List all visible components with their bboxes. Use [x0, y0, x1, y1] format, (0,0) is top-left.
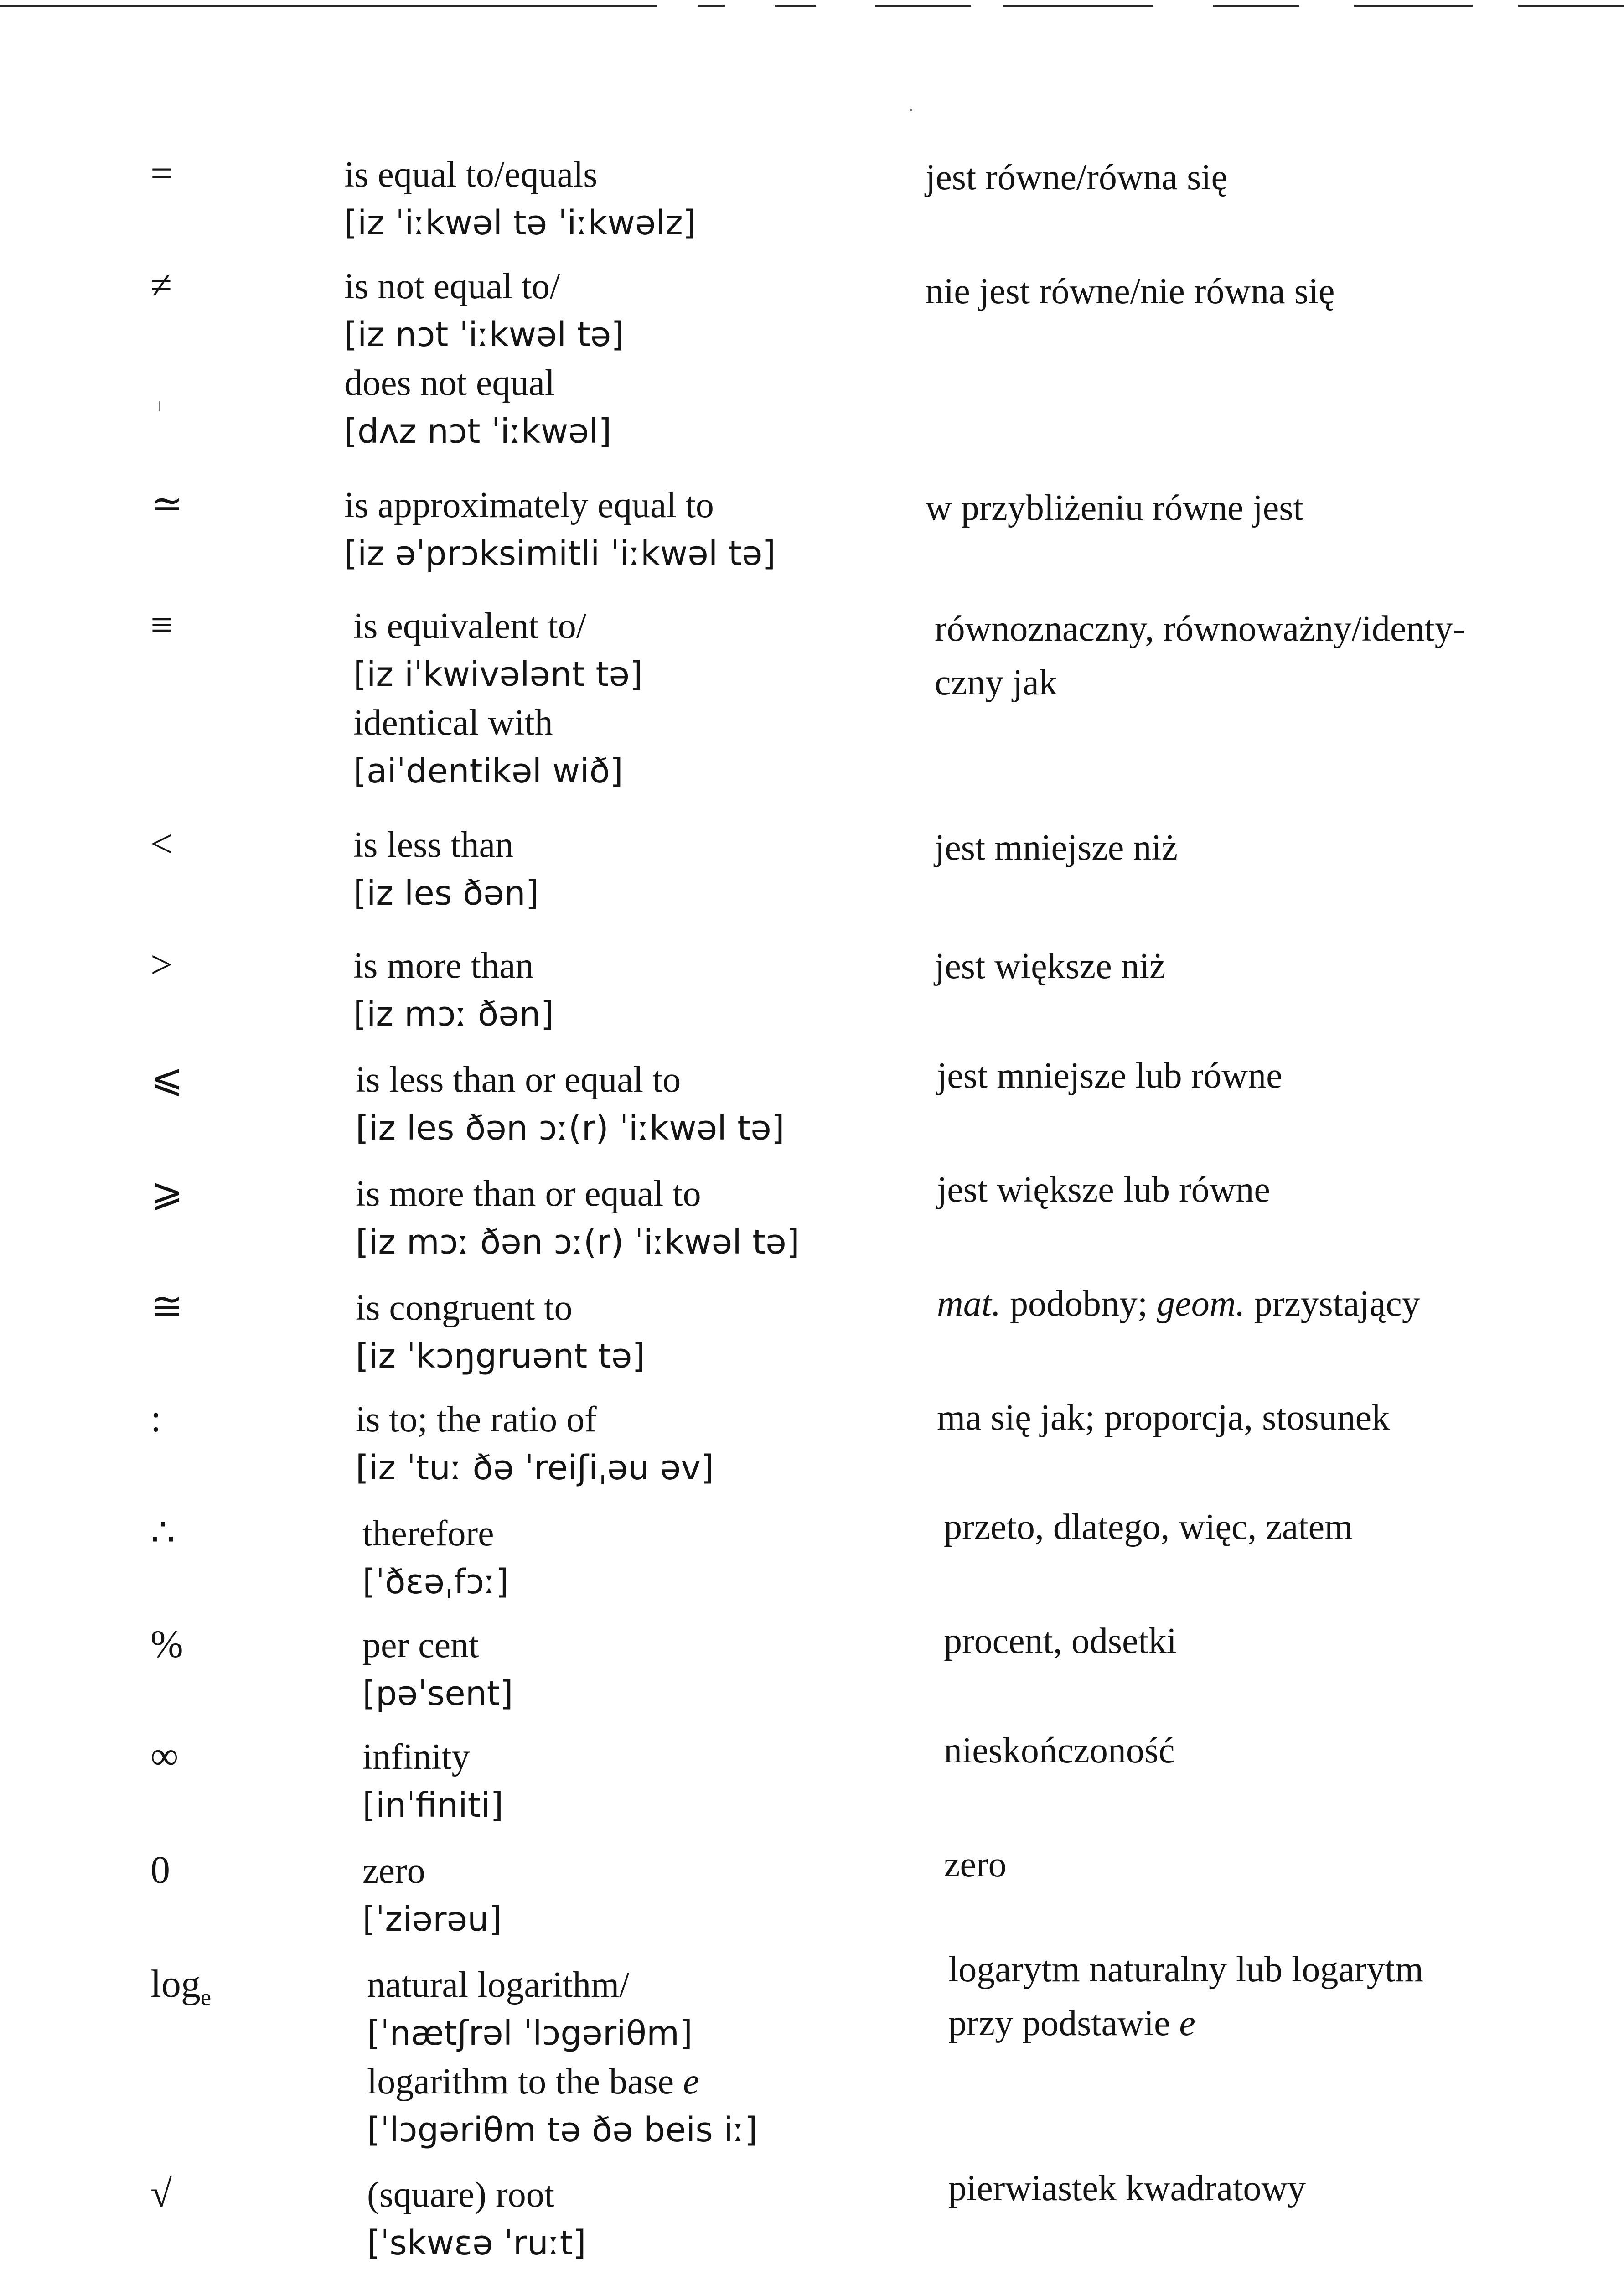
- english-text: [aiˈdentikəl wið]: [353, 751, 623, 791]
- polish-translation: [948, 2161, 1619, 2215]
- english-text: is more than: [353, 946, 534, 986]
- english-text: [iz mɔː ðən]: [353, 995, 554, 1034]
- italic-abbreviation: mat.: [937, 1284, 1001, 1324]
- english-text: therefore: [362, 1513, 494, 1554]
- ipa-transcription: [356, 1218, 926, 1266]
- polish-line: równoznaczny, równoważny/identy-: [935, 609, 1465, 649]
- english-phrase: [367, 2171, 937, 2219]
- english-reading: [353, 942, 923, 1038]
- english-text: identical with: [353, 703, 553, 743]
- ipa-transcription: [353, 747, 923, 795]
- english-text: (square) root: [367, 2175, 554, 2215]
- english-text: does not equal: [344, 363, 555, 403]
- english-text: is more than or equal to: [356, 1174, 701, 1214]
- english-reading: [362, 1621, 932, 1718]
- polish-line: czny jak: [935, 663, 1057, 703]
- math-symbol: [150, 1619, 269, 1669]
- english-text: infinity: [362, 1737, 470, 1777]
- polish-line: jest mniejsze lub równe: [937, 1056, 1283, 1096]
- ipa-transcription: [362, 1781, 932, 1829]
- math-symbol-glyph: ∞: [150, 1734, 179, 1777]
- polish-translation: [948, 1943, 1619, 2050]
- polish-line: procent, odsetki: [944, 1621, 1177, 1661]
- math-symbol-glyph: ≠: [150, 263, 172, 307]
- math-symbol-glyph: >: [150, 943, 173, 986]
- english-text: [ˈskwɛə ˈruːt]: [367, 2223, 586, 2263]
- top-rule: [0, 5, 1624, 11]
- polish-translation: [944, 1838, 1614, 1891]
- math-symbol-subscript: e: [200, 1985, 211, 2011]
- english-text: [iz ˈiːkwəl tə ˈiːkwəlz]: [344, 203, 696, 243]
- english-phrase: [353, 821, 923, 869]
- english-reading: [367, 2171, 937, 2267]
- ipa-transcription: [356, 1104, 926, 1152]
- polish-translation: [926, 150, 1596, 204]
- polish-translation: [926, 264, 1596, 318]
- ipa-transcription: [353, 990, 923, 1038]
- math-symbol: [150, 2169, 269, 2218]
- polish-line: pierwiastek kwadratowy: [948, 2168, 1306, 2208]
- math-symbol-glyph: √: [150, 2171, 172, 2215]
- ipa-transcription: [356, 1332, 926, 1380]
- english-phrase: [356, 1395, 926, 1444]
- polish-text: przystający: [1245, 1284, 1420, 1324]
- polish-translation: [926, 481, 1596, 535]
- math-symbol: [150, 479, 269, 529]
- math-symbol-glyph: ≃: [150, 482, 184, 526]
- english-text: [ˈziərəu]: [362, 1900, 502, 1939]
- italic-variable: e: [683, 2062, 699, 2102]
- english-reading: [344, 481, 914, 578]
- polish-text: podobny;: [1001, 1284, 1157, 1324]
- english-reading: [356, 1395, 926, 1492]
- math-symbol-glyph: <: [150, 822, 173, 865]
- english-reading: [367, 1961, 937, 2154]
- ipa-transcription: [344, 529, 914, 578]
- polish-text: przy podstawie: [948, 2003, 1179, 2043]
- ipa-transcription: [362, 1558, 932, 1606]
- english-text: [ˈnætʃrəl ˈlɔgəriθm]: [367, 2014, 693, 2053]
- english-text: [dʌz nɔt ˈiːkwəl]: [344, 412, 612, 451]
- math-symbol-glyph: ∴: [150, 1510, 176, 1554]
- polish-line: [948, 1996, 1619, 2050]
- math-symbol-glyph: :: [150, 1396, 161, 1440]
- ipa-transcription: [356, 1444, 926, 1492]
- english-text: [pəˈsent]: [362, 1674, 513, 1713]
- ipa-transcription: [362, 1669, 932, 1718]
- english-reading: [356, 1170, 926, 1266]
- english-phrase: [353, 699, 923, 747]
- polish-translation: [935, 602, 1605, 710]
- polish-line: jest większe niż: [935, 946, 1166, 986]
- math-symbol: [150, 1959, 269, 2022]
- math-symbol-glyph: ≡: [150, 603, 173, 647]
- english-text: [iz ˈtuː ðə ˈreiʃiˌəu əv]: [356, 1448, 714, 1487]
- polish-line: zero: [944, 1845, 1007, 1885]
- math-symbol: [150, 260, 269, 310]
- math-symbol: [150, 1394, 269, 1443]
- polish-translation: [937, 1391, 1607, 1445]
- english-text: is to; the ratio of: [356, 1399, 597, 1440]
- math-symbol: [150, 1282, 269, 1331]
- english-reading: [362, 1509, 932, 1606]
- math-symbol-glyph: =: [150, 151, 173, 195]
- english-phrase: [344, 481, 914, 529]
- math-symbol: [150, 819, 269, 868]
- english-text: [ˈðɛəˌfɔː]: [362, 1562, 509, 1601]
- english-text: is congruent to: [356, 1288, 573, 1328]
- english-text: is not equal to/: [344, 266, 560, 306]
- polish-line: [948, 1943, 1619, 1996]
- polish-line: jest większe lub równe: [937, 1170, 1270, 1210]
- polish-translation: [944, 1500, 1614, 1554]
- english-text: is equal to/equals: [344, 155, 598, 195]
- english-text: natural logarithm/: [367, 1965, 630, 2005]
- english-phrase: [367, 1961, 937, 2009]
- ipa-transcription: [362, 1895, 932, 1943]
- math-symbol: [150, 1731, 269, 1780]
- ipa-transcription: [344, 407, 914, 456]
- english-phrase: [353, 602, 923, 650]
- english-text: [iz les ðən ɔː(r) ˈiːkwəl tə]: [356, 1109, 785, 1148]
- english-phrase: [344, 262, 914, 311]
- english-text: logarithm to the base: [367, 2062, 683, 2102]
- print-speck: [159, 401, 160, 411]
- polish-line: jest mniejsze niż: [935, 828, 1178, 868]
- polish-translation: [937, 1277, 1607, 1331]
- english-reading: [344, 262, 914, 456]
- polish-line: ma się jak; proporcja, stosunek: [937, 1398, 1390, 1438]
- ipa-transcription: [367, 2219, 937, 2267]
- print-speck: [910, 109, 912, 111]
- ipa-transcription: [344, 199, 914, 247]
- math-symbol-glyph: log: [150, 1962, 201, 2005]
- polish-translation: [935, 821, 1605, 875]
- math-symbol: [150, 1168, 269, 1217]
- polish-line: nie jest równe/nie równa się: [926, 271, 1335, 311]
- english-reading: [344, 150, 914, 247]
- english-reading: [362, 1847, 932, 1943]
- english-text: is equivalent to/: [353, 606, 587, 646]
- english-reading: [356, 1056, 926, 1152]
- math-symbol: [150, 600, 269, 649]
- polish-text: logarytm naturalny lub logarytm: [948, 1949, 1423, 1990]
- polish-translation: [944, 1724, 1614, 1777]
- english-phrase: [344, 359, 914, 407]
- polish-translation: [937, 1163, 1607, 1217]
- english-text: [iz les ðən]: [353, 874, 539, 913]
- polish-translation: [937, 1049, 1607, 1103]
- english-text: [ˈlɔgəriθm tə ðə beis iː]: [367, 2110, 758, 2150]
- english-text: is less than or equal to: [356, 1060, 681, 1100]
- math-symbol: [150, 940, 269, 989]
- polish-line: jest równe/równa się: [926, 157, 1228, 197]
- english-phrase: [344, 150, 914, 199]
- polish-line: przeto, dlatego, więc, zatem: [944, 1507, 1353, 1547]
- english-phrase: [362, 1847, 932, 1895]
- english-text: [inˈfiniti]: [362, 1786, 504, 1825]
- english-text: is less than: [353, 825, 514, 865]
- ipa-transcription: [367, 2106, 937, 2154]
- polish-translation: [935, 939, 1605, 993]
- italic-abbreviation: geom.: [1157, 1284, 1245, 1324]
- math-symbol-glyph: %: [150, 1622, 183, 1666]
- english-reading: [356, 1284, 926, 1380]
- english-reading: [353, 602, 923, 795]
- italic-variable: e: [1179, 2003, 1196, 2043]
- english-phrase: [356, 1284, 926, 1332]
- math-symbol: [150, 149, 269, 198]
- math-symbol: [150, 1845, 269, 1894]
- math-symbol-glyph: 0: [150, 1848, 170, 1891]
- english-phrase: [356, 1170, 926, 1218]
- english-phrase: [362, 1509, 932, 1558]
- english-text: is approximately equal to: [344, 485, 714, 525]
- ipa-transcription: [353, 650, 923, 699]
- math-symbol-glyph: ⩽: [150, 1057, 184, 1100]
- english-text: [iz nɔt ˈiːkwəl tə]: [344, 315, 625, 354]
- english-phrase: [353, 942, 923, 990]
- english-reading: [362, 1733, 932, 1829]
- english-text: zero: [362, 1851, 425, 1891]
- english-phrase: [362, 1733, 932, 1781]
- english-phrase: [362, 1621, 932, 1669]
- english-phrase: [367, 2057, 937, 2106]
- ipa-transcription: [367, 2009, 937, 2057]
- polish-line: [937, 1277, 1607, 1331]
- math-symbol: [150, 1508, 269, 1557]
- polish-line: w przybliżeniu równe jest: [926, 488, 1303, 528]
- math-symbol-glyph: ⩾: [150, 1171, 184, 1214]
- polish-line: nieskończoność: [944, 1731, 1175, 1771]
- english-text: [iz əˈprɔksimitli ˈiːkwəl tə]: [344, 534, 776, 573]
- english-reading: [353, 821, 923, 917]
- math-symbol-glyph: ≅: [150, 1285, 184, 1328]
- math-symbol: [150, 1054, 269, 1103]
- english-text: per cent: [362, 1625, 479, 1665]
- ipa-transcription: [353, 869, 923, 917]
- english-text: [iz ˈkɔŋgruənt tə]: [356, 1337, 646, 1376]
- english-phrase: [356, 1056, 926, 1104]
- ipa-transcription: [344, 311, 914, 359]
- english-text: [iz iˈkwivələnt tə]: [353, 655, 643, 694]
- english-text: [iz mɔː ðən ɔː(r) ˈiːkwəl tə]: [356, 1223, 800, 1262]
- polish-translation: [944, 1614, 1614, 1668]
